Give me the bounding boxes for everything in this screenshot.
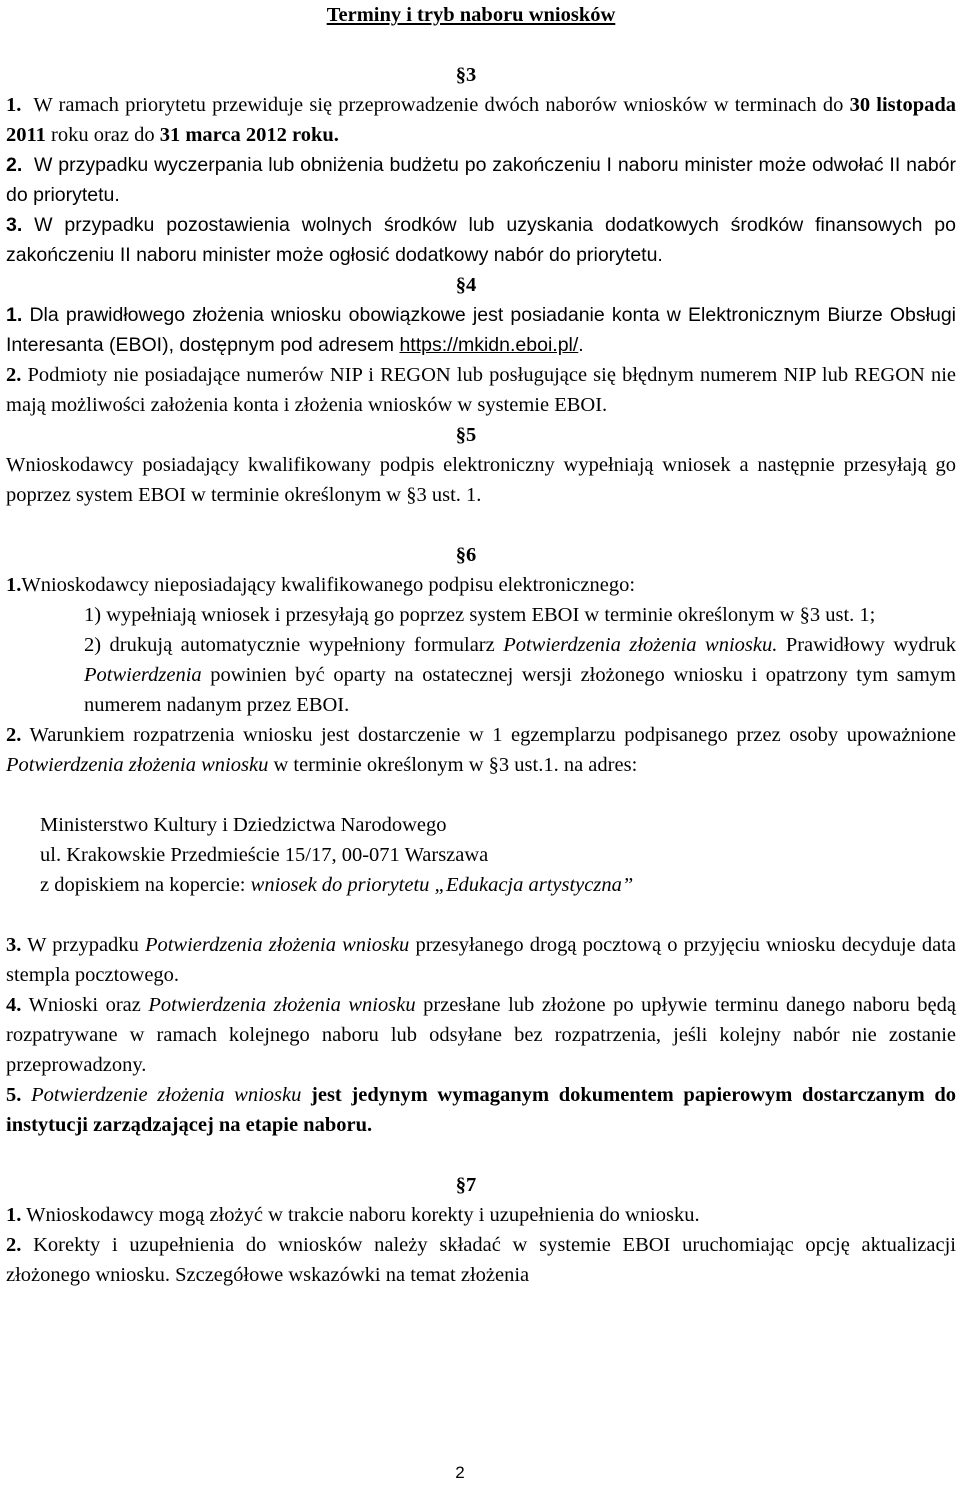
section-6-para-1: 1.Wnioskodawcy nieposiadający kwalifikowanego podpisu elektronicznego: [6,574,636,596]
section-7-heading: §7 [455,1174,477,1196]
section-6-para-4: 4. Wnioski oraz Potwierdzenia złożenia wniosku przesłane lub złożone po upływie terminu danego naboru będą rozpatrywane w ramach kolejnego naboru lub odsyłane bez rozpatrzenia, jeśli kolejny nabór nie zostanie przeprowadzony. [6,994,956,1076]
section-3-para-2: 2. W przypadku wyczerpania lub obniżenia budżetu po zakończeniu I naboru minister może odwołać II nabór do priorytetu. [6,154,956,206]
section-5-heading: §5 [455,424,477,446]
eboi-link[interactable]: https://mkidn.eboi.pl/ [399,334,579,356]
section-3-para-1: 1. W ramach priorytetu przewiduje się przeprowadzenie dwóch naborów wniosków w terminach do 30 listopada 2011 roku oraz do 31 marca 2012 roku. [6,94,956,146]
section-4-para-2: 2. Podmioty nie posiadające numerów NIP i REGON lub posługujące się błędnym numerem NIP lub REGON nie mają możliwości założenia konta i złożenia wniosków w systemie EBOI. [6,364,957,416]
section-6-sub-2: 2) drukują automatycznie wypełniony formularz Potwierdzenia złożenia wniosku. Prawidłowy wydruk Potwierdzenia powinien być oparty na ostatecznej wersji złożonego wniosku i opatrzony tym samym numerem nadanym przez EBOI. [84,634,956,716]
section-7-para-1: 1. Wnioskodawcy mogą złożyć w trakcie naboru korekty i uzupełnienia do wniosku. [6,1204,700,1226]
address-line-3: z dopiskiem na kopercie: wniosek do priorytetu „Edukacja artystyczna” [40,874,634,896]
section-6-para-2: 2. Warunkiem rozpatrzenia wniosku jest dostarczenie w 1 egzemplarzu podpisanego przez osoby upoważnione Potwierdzenia złożenia wniosku w terminie określonym w §3 ust.1. na adres: [6,724,956,776]
section-4-para-1: 1. Dla prawidłowego złożenia wniosku obowiązkowe jest posiadanie konta w Elektronicznym Biurze Obsługi Interesanta (EBOI), dostępnym pod adresem https://mkidn.eboi.pl/. [6,304,956,356]
section-7-para-2: 2. Korekty i uzupełnienia do wniosków należy składać w systemie EBOI uruchomiając opcję aktualizacji złożonego wniosku. Szczegółowe wskazówki na temat złożenia [6,1234,956,1286]
address-line-1: Ministerstwo Kultury i Dziedzictwa Narodowego [40,814,447,836]
section-5-para-1: Wnioskodawcy posiadający kwalifikowany podpis elektroniczny wypełniają wniosek a następnie przesyłają go poprzez system EBOI w terminie określonym w §3 ust. 1. [6,454,956,506]
section-6-para-3: 3. W przypadku Potwierdzenia złożenia wniosku przesyłanego drogą pocztową o przyjęciu wniosku decyduje data stempla pocztowego. [6,934,956,986]
address-line-2: ul. Krakowskie Przedmieście 15/17, 00-071 Warszawa [40,844,489,866]
section-3-heading: §3 [455,64,477,86]
section-3-para-3: 3. W przypadku pozostawienia wolnych środków lub uzyskania dodatkowych środków finansowych po zakończeniu II naboru minister może ogłosić dodatkowy nabór do priorytetu. [6,214,956,266]
document-page [6,0,956,1290]
section-4-heading: §4 [455,274,477,296]
section-6-heading: §6 [455,544,477,566]
page-number: 2 [455,1463,465,1482]
section-6-sub-1: 1) wypełniają wniosek i przesyłają go poprzez system EBOI w terminie określonym w §3 ust. 1; [84,604,876,626]
section-6-para-5: 5. Potwierdzenie złożenia wniosku jest jedynym wymaganym dokumentem papierowym dostarczanym do instytucji zarządzającej na etapie naboru. [6,1084,956,1136]
document-title: Terminy i tryb naboru wniosków [326,4,616,26]
